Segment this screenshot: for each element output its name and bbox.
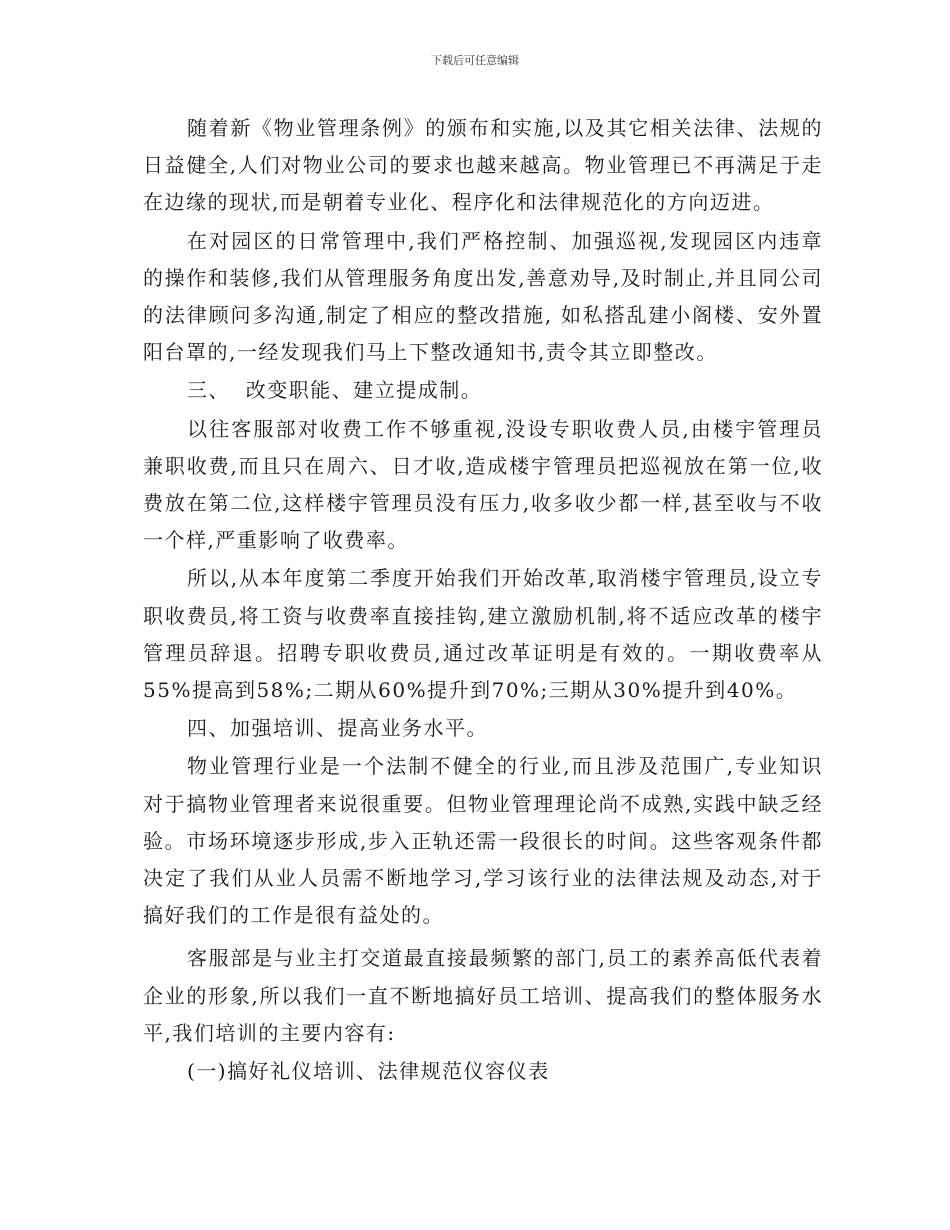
section-heading-4: 四、加强培训、提高业务水平。 <box>187 716 488 741</box>
document-body <box>143 110 823 1090</box>
subsection-heading-1: (一)搞好礼仪培训、法律规范仪容仪表 <box>187 1059 550 1084</box>
paragraph-daily-management: 在对园区的日常管理中,我们严格控制、加强巡视,发现园区内违章的操作和装修,我们从管理服务角度出发,善意劝导,及时制止,并且同公司的法律顾问多沟通,制定了相应的整改措施, 如私搭乱建小阁楼、安外置阳台罩的,一经发现我们马上下整改通知书,责令其立即整改。 <box>143 228 823 365</box>
paragraph-customer-service: 客服部是与业主打交道最直接最频繁的部门,员工的素养高低代表着企业的形象,所以我们一直不断地搞好员工培训、提高我们的整体服务水平,我们培训的主要内容有: <box>143 946 823 1045</box>
paragraph-reform: 所以,从本年度第二季度开始我们开始改革,取消楼宇管理员,设立专职收费员,将工资与收费率直接挂钩,建立激励机制,将不适应改革的楼宇管理员辞退。招聘专职收费员,通过改革证明是有效的。一期收费率从55%提高到58%;二期从60%提升到70%;三期从30%提升到40%。 <box>143 566 823 703</box>
section-heading-3: 三、 改变职能、建立提成制。 <box>187 378 483 403</box>
page-header: 下载后可任意编辑 <box>431 54 519 67</box>
paragraph-regulations: 随着新《物业管理条例》的颁布和实施,以及其它相关法律、法规的日益健全,人们对物业公司的要求也越来越高。物业管理已不再满足于走在边缘的现状,而是朝着专业化、程序化和法律规范化的方向迈进。 <box>143 116 823 215</box>
paragraph-industry-training: 物业管理行业是一个法制不健全的行业,而且涉及范围广,专业知识对于搞物业管理者来说很重要。但物业管理理论尚不成熟,实践中缺乏经验。市场环境逐步形成,步入正轨还需一段很长的时间。这些客观条件都决定了我们从业人员需不断地学习,学习该行业的法律法规及动态,对于搞好我们的工作是很有益处的。 <box>143 754 823 928</box>
paragraph-fee-collection: 以往客服部对收费工作不够重视,没设专职收费人员,由楼宇管理员兼职收费,而且只在周六、日才收,造成楼宇管理员把巡视放在第一位,收费放在第二位,这样楼宇管理员没有压力,收多收少都一样,甚至收与不收一个样,严重影响了收费率。 <box>143 416 823 553</box>
